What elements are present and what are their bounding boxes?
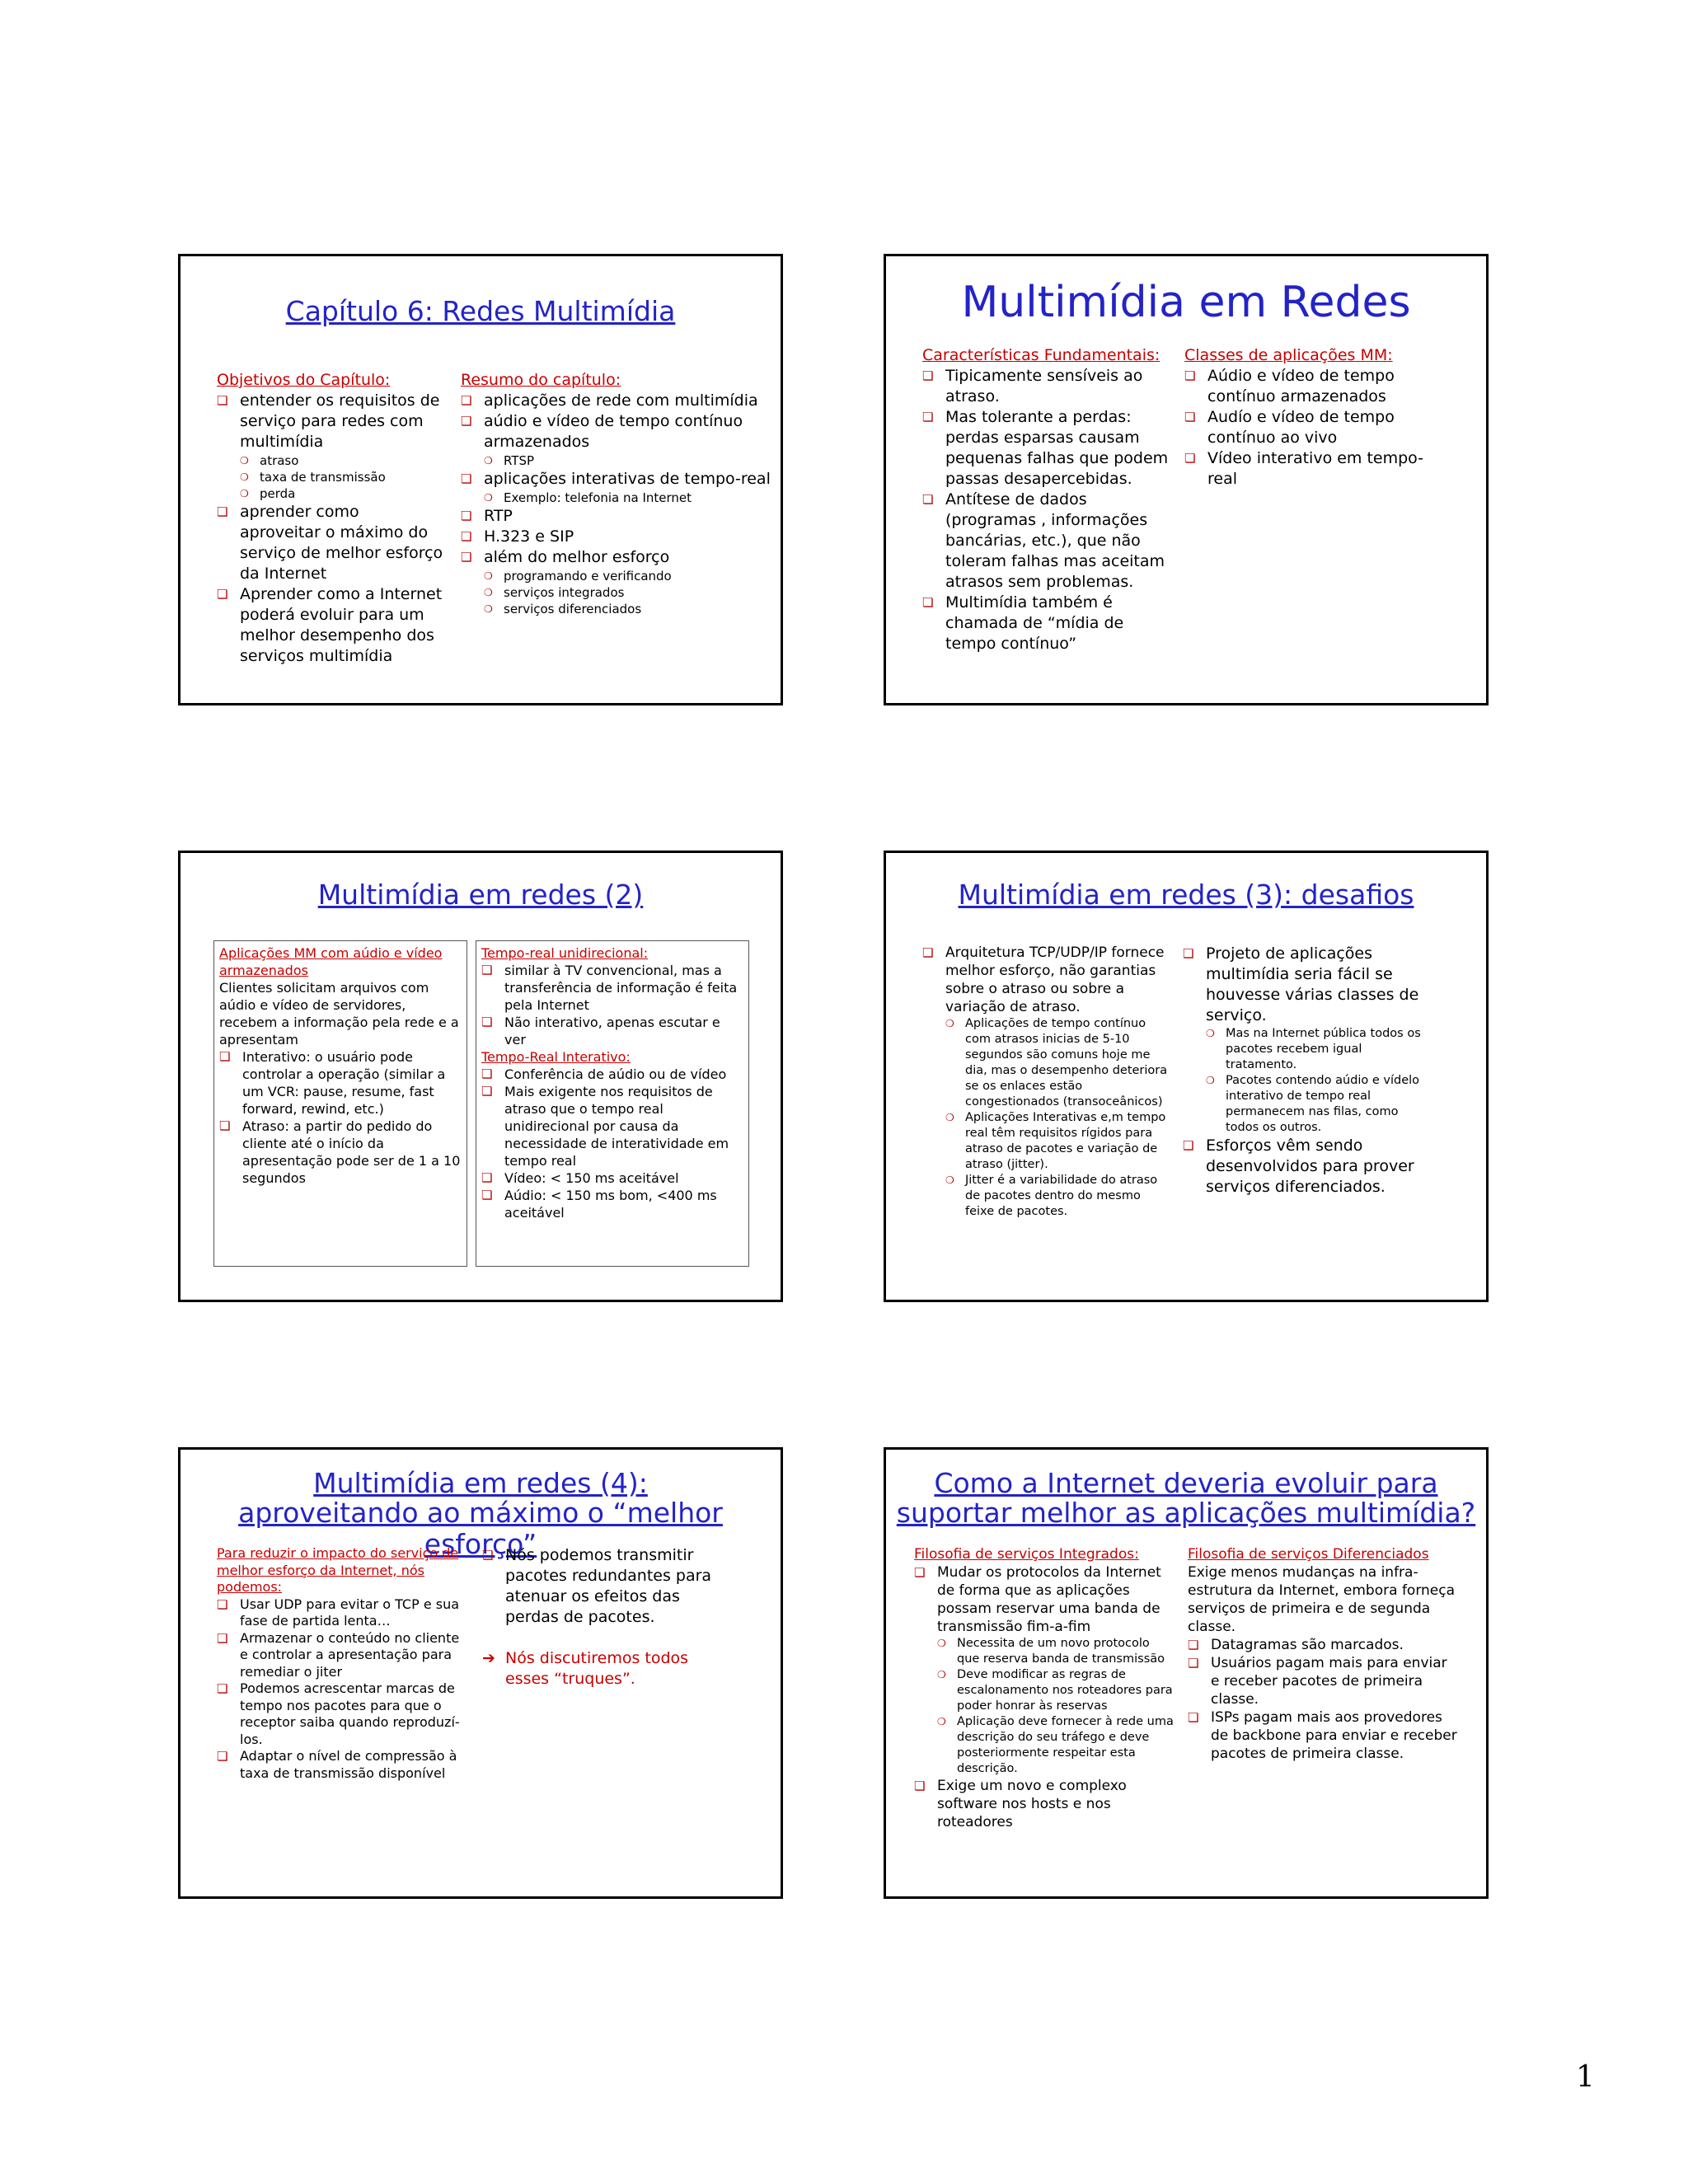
challenges-right-column — [1183, 944, 1430, 1197]
bullet-item: ❏ Vídeo: < 150 ms aceitável — [481, 1169, 743, 1187]
interactive-heading: Tempo-Real Interativo: — [481, 1049, 631, 1065]
bullet-item: ❏ aprender como aproveitar o máximo do serviço de melhor esforço da Internet — [217, 502, 443, 584]
sub-bullet-item: ❍ Mas na Internet pública todos os pacotes recebem igual tratamento. — [1183, 1026, 1430, 1073]
bullet-item: ❏ Antítese de dados (programas , informações bancárias, etc.), que não toleram falhas mas aceitam atrasos sem problemas. — [922, 490, 1170, 593]
page-number: 1 — [1576, 2060, 1595, 2094]
sub-bullet-item: ❍ serviços diferenciados — [461, 601, 774, 617]
objectives-column — [217, 370, 443, 667]
diffserv-heading: Filosofia de serviços Diferenciados — [1188, 1546, 1429, 1563]
bullet-list — [1188, 1636, 1460, 1763]
bullet-list — [217, 1596, 464, 1783]
bullet-item: ❏ Não interativo, apenas escutar e ver — [481, 1014, 743, 1048]
bullet-item: ❏ Multimídia também é chamada de “mídia de tempo contínuo” — [922, 593, 1170, 654]
bullet-list — [461, 391, 774, 617]
sub-bullet-item: ❍ Aplicações Interativas e,m tempo real têm requisitos rígidos para atraso de pacotes e variação de atraso (jitter). — [922, 1110, 1170, 1173]
bullet-list — [217, 391, 443, 667]
one-way-heading: Tempo-real unidirecional: — [481, 945, 649, 961]
sub-bullet-item: ❍ serviços integrados — [461, 584, 774, 601]
bullet-list — [922, 944, 1170, 1220]
bullet-item: ❏ Mas tolerante a perdas: perdas esparsas causam pequenas falhas que podem passas desapercebidas. — [922, 407, 1170, 490]
stored-media-box — [213, 940, 467, 1267]
bullet-item: ❏ Armazenar o conteúdo no cliente e controlar a apresentação para remediar o jiter — [217, 1630, 464, 1681]
sub-bullet-item: ❍ Aplicações de tempo contínuo com atrasos inicias de 5-10 segundos são comuns hoje me dia, mas o desempenho deteriora se os enlaces estão congestionados (transoceânicos) — [922, 1016, 1170, 1110]
sub-bullet-item: ❍ Deve modificar as regras de escalonamento nos roteadores para poder honrar às reservas — [914, 1667, 1175, 1714]
bullet-item: ❏ RTP — [461, 506, 774, 527]
slide-3 — [178, 851, 783, 1302]
bullet-item: ❏ além do melhor esforço — [461, 547, 774, 568]
bullet-item: ❏ Atraso: a partir do pedido do cliente até o início da apresentação pode ser de 1 a 10 segundos — [219, 1118, 462, 1187]
sub-bullet-item: ❍ Aplicação deve fornecer à rede uma descrição do seu tráfego e deve posteriormente respeitar esta descrição. — [914, 1714, 1175, 1777]
bullet-item: ❏ Mudar os protocolos da Internet de forma que as aplicações possam reservar uma banda de transmissão fim-a-fim — [914, 1563, 1175, 1636]
sub-bullet-item: ❍ programando e verificando — [461, 568, 774, 584]
sub-bullet-item: ❍ atraso — [217, 452, 443, 469]
intserv-heading: Filosofia de serviços Integrados: — [914, 1546, 1139, 1563]
bullet-item: ❏ Usar UDP para evitar o TCP e sua fase de partida lenta… — [217, 1596, 464, 1630]
slide-4 — [884, 851, 1489, 1302]
bullet-list — [481, 1066, 743, 1221]
slide-title-line-1: Como a Internet deveria evoluir para — [934, 1467, 1438, 1499]
bullet-list — [482, 1545, 729, 1628]
sub-bullet-item: ❍ taxa de transmissão — [217, 469, 443, 485]
sub-bullet-item: ❍ Necessita de um novo protocolo que reserva banda de transmissão — [914, 1636, 1175, 1667]
sub-bullet-item: ❍ RTSP — [461, 452, 774, 469]
stored-media-intro: Clientes solicitam arquivos com aúdio e vídeo de servidores, recebem a informação pela rede e a apresentam — [219, 980, 459, 1047]
tricks-note: ➔ Nós discutiremos todos esses “truques”. — [482, 1648, 729, 1690]
best-effort-right-column — [482, 1545, 729, 1690]
bullet-item: ❏ Aúdio e vídeo de tempo contínuo armazenados — [1184, 366, 1432, 407]
bullet-item: ❏ Datagramas são marcados. — [1188, 1636, 1460, 1654]
bullet-list — [1184, 366, 1432, 490]
bullet-item: ❏ Adaptar o nível de compressão à taxa de transmissão disponível — [217, 1748, 464, 1782]
slide-6 — [884, 1447, 1489, 1899]
bullet-item: ❏ Esforços vêm sendo desenvolvidos para prover serviços diferenciados. — [1183, 1136, 1430, 1197]
slide-title-line-1: Multimídia em redes (4): — [313, 1467, 648, 1499]
bullet-list — [219, 1048, 462, 1187]
bullet-item: ❏ Audío e vídeo de tempo contínuo ao vivo — [1184, 407, 1432, 448]
bullet-item: ❏ aplicações de rede com multimídia — [461, 391, 774, 411]
characteristics-column — [922, 345, 1170, 654]
sub-bullet-item: ❍ perda — [217, 485, 443, 502]
summary-heading: Resumo do capítulo: — [461, 371, 621, 389]
classes-heading: Classes de aplicações MM: — [1184, 346, 1393, 364]
bullet-item: ❏ Nós podemos transmitir pacotes redundantes para atenuar os efeitos das perdas de pacotes. — [482, 1545, 729, 1628]
slide-title: Multimídia em redes (2) — [317, 879, 644, 911]
bullet-item: ❏ Usuários pagam mais para enviar e receber pacotes de primeira classe. — [1188, 1654, 1460, 1708]
slide-1 — [178, 254, 783, 705]
best-effort-heading: Para reduzir o impacto do serviço de melhor esforço da Internet, nós podemos: — [217, 1545, 459, 1595]
bullet-item: ❏ Arquitetura TCP/UDP/IP fornece melhor esforço, não garantias sobre o atraso ou sobre a variação de atraso. — [922, 944, 1170, 1016]
slide-title-line-2: aproveitando ao máximo o “melhor esforço” — [238, 1497, 723, 1560]
sub-bullet-item: ❍ Jitter é a variabilidade do atraso de pacotes dentro do mesmo feixe de pacotes. — [922, 1173, 1170, 1220]
bullet-item: ❏ Exige um novo e complexo software nos hosts e nos roteadores — [914, 1777, 1175, 1831]
stored-media-heading: Aplicações MM com aúdio e vídeo armazenados — [219, 945, 443, 978]
bullet-item: ❏ Tipicamente sensíveis ao atraso. — [922, 366, 1170, 407]
bullet-item: ❏ Conferência de aúdio ou de vídeo — [481, 1066, 743, 1083]
objectives-heading: Objetivos do Capítulo: — [217, 371, 391, 389]
slide-title: Multimídia em Redes — [961, 278, 1411, 327]
sub-bullet-item: ❍ Pacotes contendo aúdio e vídelo interativo de tempo real permanecem nas filas, como todos os outros. — [1183, 1073, 1430, 1136]
bullet-item: ❏ Vídeo interativo em tempo-real — [1184, 448, 1432, 490]
bullet-list — [922, 366, 1170, 654]
diffserv-column — [1188, 1545, 1460, 1763]
sub-bullet-item: ❍ Exemplo: telefonia na Internet — [461, 490, 774, 506]
bullet-list — [481, 962, 743, 1048]
bullet-item: ❏ Aprender como a Internet poderá evoluir para um melhor desempenho dos serviços multimídia — [217, 584, 443, 667]
bullet-item: ❏ Aúdio: < 150 ms bom, <400 ms aceitável — [481, 1187, 743, 1221]
slide-5 — [178, 1447, 783, 1899]
bullet-item: ❏ Podemos acrescentar marcas de tempo nos pacotes para que o receptor saiba quando reproduzí-los. — [217, 1680, 464, 1748]
bullet-item: ❏ H.323 e SIP — [461, 527, 774, 547]
intserv-column — [914, 1545, 1175, 1831]
bullet-item: ❏ ISPs pagam mais aos provedores de backbone para enviar e receber pacotes de primeira classe. — [1188, 1708, 1460, 1763]
bullet-list — [914, 1563, 1175, 1831]
classes-column — [1184, 345, 1432, 490]
bullet-item: ❏ entender os requisitos de serviço para redes com multimídia — [217, 391, 443, 452]
summary-column — [461, 370, 774, 617]
realtime-box — [476, 940, 749, 1267]
bullet-item: ❏ similar à TV convencional, mas a transferência de informação é feita pela Internet — [481, 962, 743, 1014]
bullet-item: ❏ Projeto de aplicações multimídia seria fácil se houvesse várias classes de serviço. — [1183, 944, 1430, 1026]
bullet-item: ❏ aúdio e vídeo de tempo contínuo armazenados — [461, 411, 774, 452]
slide-2 — [884, 254, 1489, 705]
bullet-item: ❏ Mais exigente nos requisitos de atraso que o tempo real unidirecional por causa da necessidade de interatividade em tempo real — [481, 1083, 743, 1169]
bullet-item: ❏ Interativo: o usuário pode controlar a operação (similar a um VCR: pause, resume, fast forward, rewind, etc.) — [219, 1048, 462, 1118]
slide-title: Multimídia em redes (3): desafios — [958, 879, 1414, 911]
slide-title-line-2: suportar melhor as aplicações multimídia? — [896, 1497, 1476, 1529]
diffserv-intro: Exige menos mudanças na infra-estrutura da Internet, embora forneça serviços de primeira e de segunda classe. — [1188, 1564, 1456, 1635]
bullet-list — [1183, 944, 1430, 1197]
bullet-item: ❏ aplicações interativas de tempo-real — [461, 469, 774, 490]
characteristics-heading: Características Fundamentais: — [922, 346, 1160, 364]
best-effort-left-column — [217, 1545, 464, 1782]
challenges-left-column — [922, 944, 1170, 1220]
slide-title: Capítulo 6: Redes Multimídia — [285, 295, 676, 327]
